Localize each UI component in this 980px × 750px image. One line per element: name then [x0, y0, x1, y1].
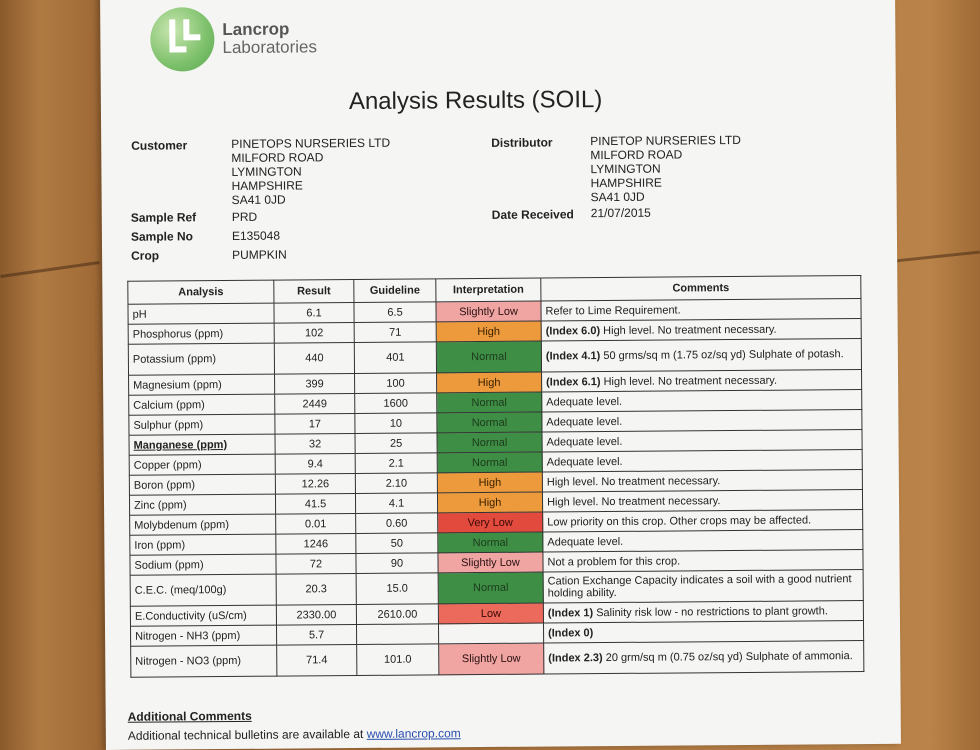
distributor-address: PINETOP NURSERIES LTD MILFORD ROAD LYMINGTON HAMPSHIRE SA41 0JD	[590, 133, 741, 204]
comment-text: Not a problem for this crop.	[547, 555, 680, 568]
cell-comment	[542, 490, 862, 513]
sample-no-label: Sample No	[131, 229, 193, 243]
cell-analysis: Potassium (ppm)	[128, 343, 274, 375]
comment-index: (Index 6.1)	[546, 376, 600, 388]
brand-subtitle: Laboratories	[222, 37, 317, 58]
cell-interpretation: Slightly Low	[438, 552, 543, 573]
cell-analysis: C.E.C. (meq/100g)	[130, 574, 276, 606]
cell-result: 17	[275, 414, 355, 435]
cell-guideline: 4.1	[355, 493, 437, 514]
table-seam	[0, 261, 99, 278]
sample-ref-label: Sample Ref	[131, 210, 196, 225]
comment-text: Adequate level.	[547, 435, 623, 448]
comment-index: (Index 4.1)	[546, 350, 600, 362]
comment-text: Low priority on this crop. Other crops may be affected.	[547, 514, 811, 528]
comment-text: Adequate level.	[547, 455, 623, 468]
cell-result: 399	[275, 374, 355, 395]
cell-interpretation: Slightly Low	[439, 643, 544, 675]
distributor-label: Distributor	[491, 135, 552, 149]
cell-comment	[542, 430, 862, 453]
cell-interpretation: High	[437, 492, 542, 513]
cell-guideline: 90	[356, 553, 438, 574]
cell-comment	[543, 601, 863, 624]
cell-result: 2449	[275, 394, 355, 415]
cell-guideline: 10	[355, 413, 437, 434]
cell-result: 0.01	[276, 514, 356, 535]
cell-analysis: Nitrogen - NH3 (ppm)	[130, 625, 276, 646]
cell-interpretation: Normal	[438, 572, 543, 604]
crop-value: PUMPKIN	[232, 248, 287, 262]
comment-index: (Index 0)	[548, 627, 593, 639]
crop-label: Crop	[131, 249, 159, 263]
cell-result: 32	[275, 434, 355, 455]
cell-analysis: Molybdenum (ppm)	[130, 514, 276, 535]
comment-text: Refer to Lime Requirement.	[545, 304, 680, 317]
cell-analysis: Nitrogen - NO3 (ppm)	[131, 645, 277, 677]
cell-interpretation: Normal	[437, 452, 542, 473]
comment-text: Adequate level.	[546, 415, 622, 428]
cell-guideline: 71	[354, 322, 436, 343]
comment-text: Adequate level.	[546, 395, 622, 408]
cell-interpretation: Normal	[437, 412, 542, 433]
cell-guideline: 2610.00	[356, 604, 438, 625]
brand-name: Lancrop	[222, 20, 289, 41]
cell-result: 2330.00	[276, 605, 356, 626]
cell-comment	[541, 299, 861, 322]
sample-ref-value: PRD	[232, 210, 257, 224]
cell-comment	[542, 450, 862, 473]
comment-index: (Index 1)	[548, 607, 593, 619]
cell-guideline: 15.0	[356, 573, 438, 605]
results-table	[127, 275, 864, 678]
cell-analysis: pH	[128, 303, 274, 324]
cell-analysis: Manganese (ppm)	[129, 434, 275, 455]
header-comments: Comments	[541, 276, 861, 302]
cell-interpretation: Normal	[436, 341, 541, 373]
cell-comment	[543, 570, 863, 604]
cell-interpretation: Normal	[438, 532, 543, 553]
cell-guideline: 2.1	[355, 453, 437, 474]
comment-text: Salinity risk low - no restrictions to plant growth.	[593, 605, 828, 619]
cell-result: 440	[274, 343, 354, 375]
lancrop-ll-icon	[168, 17, 204, 57]
cell-interpretation: Very Low	[438, 512, 543, 533]
cell-comment	[543, 510, 863, 533]
customer-address: PINETOPS NURSERIES LTD MILFORD ROAD LYMINGTON HAMPSHIRE SA41 0JD	[231, 136, 390, 207]
cell-analysis: Sulphur (ppm)	[129, 414, 275, 435]
cell-comment	[543, 550, 863, 573]
cell-analysis: Boron (ppm)	[129, 474, 275, 495]
cell-comment	[541, 339, 861, 373]
page-title: Analysis Results (SOIL)	[349, 86, 603, 116]
cell-analysis: Sodium (ppm)	[130, 554, 276, 575]
cell-comment	[542, 370, 862, 393]
report-sheet	[100, 0, 901, 750]
cell-analysis: Phosphorus (ppm)	[128, 323, 274, 344]
header-result: Result	[274, 280, 354, 304]
cell-guideline: 101.0	[357, 644, 439, 676]
cell-interpretation: Normal	[437, 432, 542, 453]
cell-result: 71.4	[277, 645, 357, 677]
cell-analysis: Iron (ppm)	[130, 534, 276, 555]
comment-text: 20 grm/sq m (0.75 oz/sq yd) Sulphate of ammonia.	[603, 650, 853, 664]
comment-index: (Index 6.0)	[546, 325, 600, 337]
cell-guideline: 1600	[355, 393, 437, 414]
table-row	[131, 641, 864, 678]
additional-comments-heading: Additional Comments	[128, 709, 252, 724]
cell-result: 72	[276, 554, 356, 575]
cell-comment	[543, 621, 863, 644]
header-guideline: Guideline	[354, 279, 436, 303]
customer-label: Customer	[131, 138, 187, 152]
comment-text: High level. No treatment necessary.	[547, 495, 721, 508]
sample-no-value: E135048	[232, 229, 280, 243]
cell-result: 20.3	[276, 574, 356, 606]
cell-interpretation	[438, 623, 543, 644]
cell-analysis: Magnesium (ppm)	[129, 374, 275, 395]
cell-comment	[541, 319, 861, 342]
cell-interpretation: High	[436, 321, 541, 342]
cell-result: 41.5	[275, 494, 355, 515]
comment-text: High level. No treatment necessary.	[600, 323, 777, 336]
cell-guideline: 100	[355, 373, 437, 394]
cell-result: 102	[274, 323, 354, 344]
comment-text: High level. No treatment necessary.	[547, 475, 721, 488]
cell-result: 9.4	[275, 454, 355, 475]
table-seam	[895, 251, 980, 263]
cell-analysis: E.Conductivity (uS/cm)	[130, 605, 276, 626]
cell-interpretation: High	[437, 472, 542, 493]
cell-comment	[542, 410, 862, 433]
cell-analysis: Copper (ppm)	[129, 454, 275, 475]
cell-guideline: 25	[355, 433, 437, 454]
cell-interpretation: Slightly Low	[436, 301, 541, 322]
date-received-label: Date Received	[492, 207, 574, 222]
comment-text: Adequate level.	[547, 535, 623, 548]
cell-interpretation: Normal	[437, 392, 542, 413]
comment-text: 50 grms/sq m (1.75 oz/sq yd) Sulphate of potash.	[600, 348, 843, 362]
header-interpretation: Interpretation	[436, 278, 541, 302]
cell-interpretation: High	[437, 372, 542, 393]
date-received-value: 21/07/2015	[591, 206, 651, 220]
cell-guideline: 50	[356, 533, 438, 554]
comment-text: Cation Exchange Capacity indicates a soil with a good nutrient holding ability.	[548, 573, 852, 599]
cell-comment	[544, 641, 864, 675]
additional-comments-text: Additional technical bulletins are available at www.lancrop.com	[128, 726, 461, 743]
cell-guideline: 401	[354, 342, 436, 374]
cell-result: 1246	[276, 534, 356, 555]
cell-comment	[542, 390, 862, 413]
cell-result: 5.7	[276, 625, 356, 646]
cell-result: 6.1	[274, 303, 354, 324]
comment-text: High level. No treatment necessary.	[600, 374, 777, 387]
cell-guideline	[356, 624, 438, 645]
cell-guideline: 0.60	[356, 513, 438, 534]
cell-result: 12.26	[275, 474, 355, 495]
cell-comment	[542, 470, 862, 493]
cell-interpretation: Low	[438, 603, 543, 624]
cell-guideline: 6.5	[354, 302, 436, 323]
cell-analysis: Calcium (ppm)	[129, 394, 275, 415]
comment-index: (Index 2.3)	[548, 652, 602, 664]
header-analysis: Analysis	[128, 280, 274, 304]
cell-guideline: 2.10	[355, 473, 437, 494]
cell-analysis: Zinc (ppm)	[129, 494, 275, 515]
cell-comment	[543, 530, 863, 553]
lancrop-website-link[interactable]: www.lancrop.com	[367, 726, 461, 741]
